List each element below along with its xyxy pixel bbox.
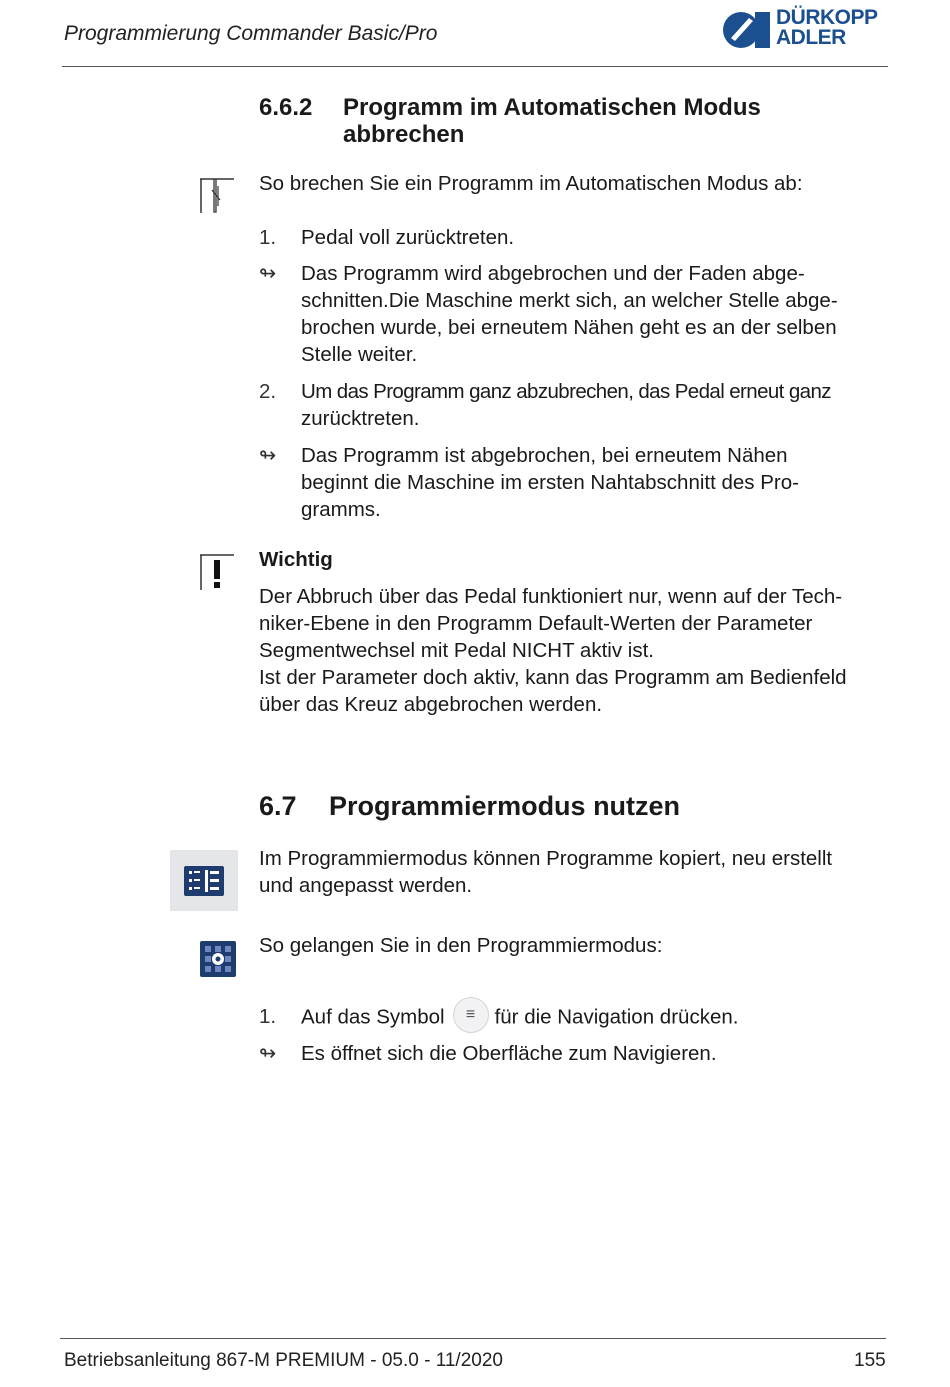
page-number: 155 xyxy=(854,1350,886,1371)
result-arrow-icon: ↬ xyxy=(259,1042,277,1065)
step-2-number: 2. xyxy=(259,380,277,403)
section-title-6-6-2-line2: abbrechen xyxy=(343,121,465,148)
important-line3: Segmentwechsel mit Pedal NICHT aktiv ist. xyxy=(259,639,654,662)
section-number-6-7: 6.7 xyxy=(259,791,297,821)
important-line4: Ist der Parameter doch aktiv, kann das Programm am Bedienfeld xyxy=(259,666,847,689)
important-line1: Der Abbruch über das Pedal funktioniert nur, wenn auf der Tech- xyxy=(259,585,843,608)
step-1-nav-after: für die Navigation drücken. xyxy=(494,1005,739,1029)
step-2-line2: zurücktreten. xyxy=(301,407,420,430)
result-arrow-icon: ↬ xyxy=(259,262,277,285)
result-1-line1: Das Programm wird abgebrochen und der Faden abge- xyxy=(301,262,805,285)
important-line2: niker-Ebene in den Programm Default-Werten der Parameter xyxy=(259,612,813,635)
navigation-grid-icon xyxy=(200,941,236,977)
step-1-number-nav: 1. xyxy=(259,1005,277,1028)
logo-text-line1: DÜRKOPP xyxy=(776,6,878,29)
document-title: Programmierung Commander Basic/Pro xyxy=(64,22,438,45)
step-2-line1: Um das Programm ganz abzubrechen, das Pedal erneut ganz xyxy=(301,380,831,403)
result-arrow-icon: ↬ xyxy=(259,444,277,467)
instruction-needle-icon xyxy=(198,176,236,214)
result-1-line3: brochen wurde, bei erneutem Nähen geht es an der selben xyxy=(301,316,837,339)
important-exclamation-icon xyxy=(198,552,236,592)
step-1-text: Pedal voll zurücktreten. xyxy=(301,226,515,249)
logo-mark-icon xyxy=(722,10,772,50)
footer-manual-reference: Betriebsanleitung 867-M PREMIUM - 05.0 - 11/2020 xyxy=(64,1350,503,1371)
result-2-line3: gramms. xyxy=(301,498,381,521)
navigation-menu-icon[interactable]: ≡ xyxy=(453,997,489,1033)
navigation-result-text: Es öffnet sich die Oberfläche zum Navigieren. xyxy=(301,1042,717,1065)
important-heading: Wichtig xyxy=(259,548,333,571)
logo-text-line2: ADLER xyxy=(776,26,846,49)
step-1-number: 1. xyxy=(259,226,277,249)
footer-rule xyxy=(60,1338,886,1339)
section-title-6-7: Programmiermodus nutzen xyxy=(329,791,681,821)
result-1-line4: Stelle weiter. xyxy=(301,343,418,366)
programming-intro-line2: und angepasst werden. xyxy=(259,874,473,897)
important-line5: über das Kreuz abgebrochen werden. xyxy=(259,693,603,716)
result-2-line2: beginnt die Maschine im ersten Nahtabschnitt des Pro- xyxy=(301,471,799,494)
step-1-nav-before: Auf das Symbol xyxy=(301,1005,445,1029)
programming-list-icon xyxy=(184,866,224,896)
header-rule xyxy=(62,66,888,67)
duerkopp-adler-logo xyxy=(722,6,892,52)
programming-intro-line1: Im Programmiermodus können Programme kopiert, neu erstellt xyxy=(259,847,833,870)
programming-mode-icon-box xyxy=(170,850,238,911)
step-1-nav-text xyxy=(301,1003,738,1033)
section-title-6-6-2-line1: Programm im Automatischen Modus xyxy=(343,94,761,121)
section-number-6-6-2: 6.6.2 xyxy=(259,94,313,121)
how-to-programming-mode: So gelangen Sie in den Programmiermodus: xyxy=(259,934,663,957)
result-1-line2: schnitten.Die Maschine merkt sich, an welcher Stelle abge- xyxy=(301,289,838,312)
intro-text-abort: So brechen Sie ein Programm im Automatischen Modus ab: xyxy=(259,172,803,195)
result-2-line1: Das Programm ist abgebrochen, bei erneutem Nähen xyxy=(301,444,788,467)
